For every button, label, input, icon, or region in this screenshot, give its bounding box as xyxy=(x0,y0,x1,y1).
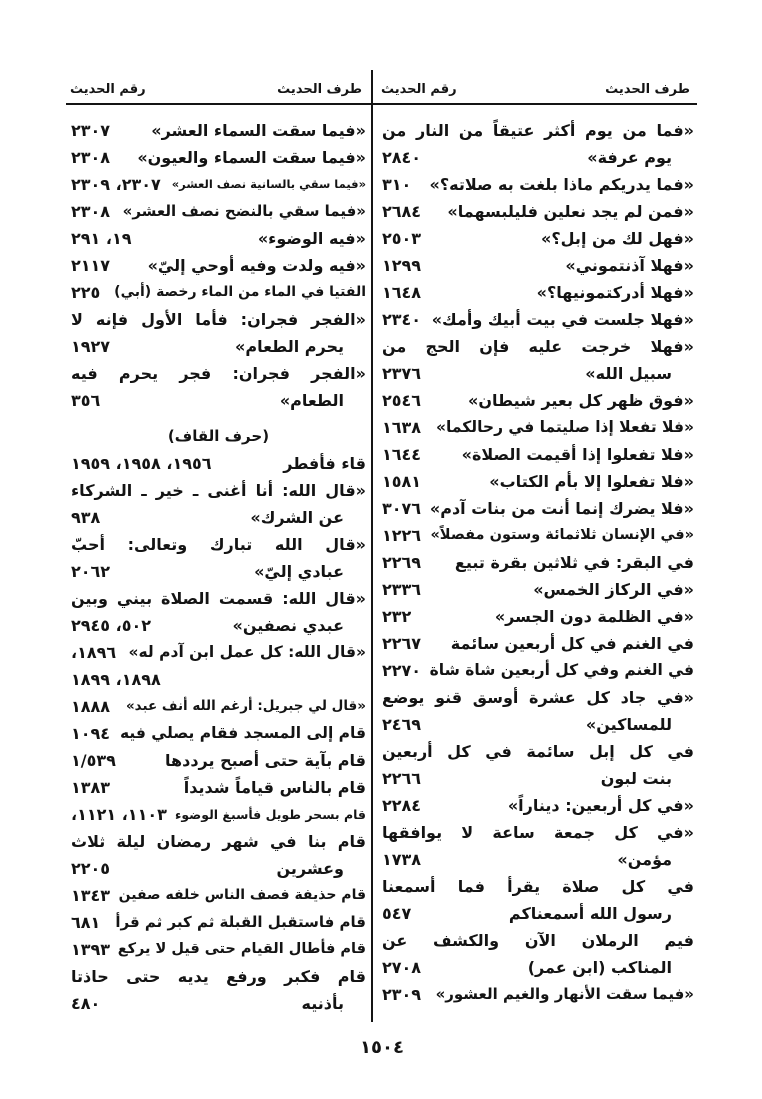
hadith-incipit: بنت لبون xyxy=(600,769,672,788)
hadith-incipit: «فيما سقي بالنضح نصف العشر» xyxy=(122,202,366,220)
hadith-number: ٦٨١ xyxy=(71,913,101,932)
hadith-number: ٢٠٦٢ xyxy=(71,562,111,581)
hadith-number: ١٦٣٨ xyxy=(382,418,422,437)
hadith-incipit: في الغنم في كل أربعين سائمة xyxy=(450,634,694,653)
hadith-incipit: «فهلا خرجت عليه فإن الحج من xyxy=(382,337,694,356)
hadith-number: ٢٢٠٥ xyxy=(71,859,111,878)
hadith-incipit: «الفجر فجران: فجر يحرم فيه xyxy=(71,364,366,383)
hadith-number: ١٣٨٣ xyxy=(71,778,111,797)
hadith-number: ١٦٤٨ xyxy=(382,283,422,302)
hadith-incipit: «قال الله تبارك وتعالى: أحبّ xyxy=(71,535,366,554)
left-column-header-incipit: طرف الحديث xyxy=(277,82,362,97)
index-row xyxy=(382,927,694,954)
index-row xyxy=(382,279,694,306)
index-row xyxy=(382,657,694,684)
index-row xyxy=(71,585,366,612)
hadith-incipit: «في الركاز الخمس» xyxy=(533,580,694,599)
index-row xyxy=(382,360,694,387)
index-row xyxy=(71,360,366,387)
hadith-number: ٢٣٠٨ xyxy=(71,202,111,221)
hadith-incipit: يحرم الطعام» xyxy=(235,337,344,356)
hadith-number: ١٩٥٦، ١٩٥٨، ١٩٥٩ xyxy=(71,454,212,473)
index-row xyxy=(382,684,694,711)
hadith-number: ٢٣٧٦ xyxy=(382,364,422,383)
hadith-number: ٢٣٤٠ xyxy=(382,310,422,329)
index-row xyxy=(71,504,366,531)
hadith-number: ٢٢٦٩ xyxy=(382,553,422,572)
index-row xyxy=(71,198,366,225)
index-row xyxy=(382,171,694,198)
hadith-incipit: فيم الرملان الآن والكشف عن xyxy=(382,931,694,950)
index-row xyxy=(382,819,694,846)
hadith-incipit: قاء فأفطر xyxy=(283,454,366,473)
index-row xyxy=(71,639,366,666)
hadith-incipit: يوم عرفة» xyxy=(587,148,672,167)
index-row xyxy=(382,846,694,873)
hadith-number: ٢٨٤٠ xyxy=(382,148,422,167)
hadith-incipit: «قال الله: كل عمل ابن آدم له» xyxy=(128,643,366,661)
hadith-incipit: «فوق ظهر كل بعير شيطان» xyxy=(468,391,694,410)
column-divider xyxy=(371,70,373,1022)
hadith-number: ٢٣٢ xyxy=(382,607,412,626)
hadith-incipit: «في جاد كل عشرة أوسق قنو يوضع xyxy=(382,688,694,707)
hadith-incipit: قام حذيفة فصف الناس خلفه صفين xyxy=(118,887,366,903)
hadith-number: ١٩، ٢٩١ xyxy=(71,229,132,248)
index-row xyxy=(382,711,694,738)
page-number: ١٥٠٤ xyxy=(360,1037,404,1058)
hadith-number: ٣١٠ xyxy=(382,175,412,194)
hadith-number: ١٢٩٩ xyxy=(382,256,422,275)
index-row xyxy=(382,603,694,630)
hadith-incipit: في كل إبل سائمة في كل أربعين xyxy=(382,742,694,761)
index-row xyxy=(382,630,694,657)
index-row xyxy=(71,720,366,747)
index-row xyxy=(71,612,366,639)
index-row xyxy=(382,576,694,603)
index-row xyxy=(382,900,694,927)
index-row xyxy=(382,981,694,1008)
hadith-incipit: قام إلى المسجد فقام يصلي فيه xyxy=(119,724,366,742)
hadith-incipit: في كل صلاة يقرأ فما أسمعنا xyxy=(382,877,694,896)
hadith-number: ٢٥٠٣ xyxy=(382,229,422,248)
index-row xyxy=(382,198,694,225)
index-row xyxy=(71,855,366,882)
hadith-number: ٢٣٠٩ xyxy=(382,985,422,1004)
index-row xyxy=(382,441,694,468)
right-index-column xyxy=(382,117,694,1008)
left-column-header-number: رقم الحديث xyxy=(70,82,146,97)
index-row xyxy=(382,954,694,981)
hadith-number: ١٨٩٦، xyxy=(71,643,117,662)
hadith-incipit: «فلا تفعلا إذا صليتما في رحالكما» xyxy=(436,418,694,436)
hadith-incipit: الفتيا في الماء من الماء رخصة (أبي) xyxy=(114,284,366,300)
hadith-incipit: «فما يدريكم ماذا بلغت به صلاته؟» xyxy=(429,175,694,194)
index-row xyxy=(71,333,366,360)
hadith-incipit: في البقر: في ثلاثين بقرة تبيع xyxy=(454,553,694,572)
hadith-number: ٥٤٧ xyxy=(382,904,412,923)
hadith-incipit: «في كل أربعين: ديناراً» xyxy=(507,796,694,815)
hadith-incipit: «فمن لم يجد نعلين فليلبسهما» xyxy=(447,202,694,221)
hadith-incipit: «فهل لك من إبل؟» xyxy=(541,229,694,248)
hadith-number: ١٨٨٨ xyxy=(71,697,111,716)
hadith-incipit: قام بسحر طويل فأسبغ الوضوء xyxy=(174,807,366,822)
hadith-incipit: «فلا تفعلوا إلا بأم الكتاب» xyxy=(489,472,694,491)
index-row xyxy=(382,144,694,171)
index-row xyxy=(382,792,694,819)
index-row xyxy=(382,333,694,360)
hadith-incipit: قام فاستقبل القبلة ثم كبر ثم قرأ xyxy=(115,913,366,931)
hadith-incipit: للمساكين» xyxy=(585,715,672,734)
hadith-number: ٢٧٠٨ xyxy=(382,958,422,977)
header-rule xyxy=(66,103,697,105)
hadith-incipit: رسول الله أسمعناكم xyxy=(508,904,672,923)
hadith-incipit: «الفجر فجران: فأما الأول فإنه لا xyxy=(71,310,366,329)
hadith-number: ٢٥٤٦ xyxy=(382,391,422,410)
index-row xyxy=(71,306,366,333)
hadith-number: ٢٣٠٨ xyxy=(71,148,111,167)
hadith-incipit: بأذنيه xyxy=(301,994,344,1013)
hadith-incipit: «فهلا أدركتمونيها؟» xyxy=(536,283,694,302)
hadith-incipit: «قال لي جبريل: أرغم الله أنف عبد» xyxy=(125,698,366,714)
index-row xyxy=(382,873,694,900)
hadith-number: ٢٢٧٠ xyxy=(382,661,422,680)
hadith-number: ١٣٩٣ xyxy=(71,940,111,959)
hadith-number: ٩٣٨ xyxy=(71,508,101,527)
hadith-number: ١٧٣٨ xyxy=(382,850,422,869)
left-index-column xyxy=(71,117,366,1017)
hadith-number: ٢٢٨٤ xyxy=(382,796,422,815)
hadith-incipit: مؤمن» xyxy=(617,850,672,869)
hadith-incipit: سبيل الله» xyxy=(585,364,672,383)
index-row xyxy=(71,387,366,414)
index-row xyxy=(71,801,366,828)
index-row xyxy=(382,414,694,441)
hadith-incipit: قام بنا في شهر رمضان ليلة ثلاث xyxy=(71,832,366,851)
hadith-incipit: «في كل جمعة ساعة لا يوافقها xyxy=(382,823,694,842)
hadith-incipit: «فيه ولدت وفيه أوحي إليّ» xyxy=(147,256,366,275)
index-row xyxy=(71,225,366,252)
index-row xyxy=(382,765,694,792)
hadith-incipit: «في الظلمة دون الجسر» xyxy=(494,607,694,626)
index-row xyxy=(382,387,694,414)
index-row xyxy=(382,468,694,495)
hadith-number: ١٠٩٤ xyxy=(71,724,111,743)
hadith-incipit: «قال الله: قسمت الصلاة بيني وبين xyxy=(71,589,366,608)
hadith-number: ١٥٨١ xyxy=(382,472,422,491)
hadith-incipit: قام بالناس قياماً شديداً xyxy=(183,778,366,797)
hadith-incipit: قام فكبر ورفع يديه حتى حاذتا xyxy=(71,967,366,986)
hadith-number: ٢١١٧ xyxy=(71,256,111,275)
hadith-incipit: في الغنم وفي كل أربعين شاة شاة xyxy=(429,661,694,679)
hadith-number: ٢٣٠٧ xyxy=(71,121,111,140)
hadith-incipit: «قال الله: أنا أغنى ـ خير ـ الشركاء xyxy=(71,481,366,500)
index-row xyxy=(71,531,366,558)
hadith-number: ١٨٩٨، ١٨٩٩ xyxy=(71,670,161,689)
hadith-number: ٣٠٧٦ xyxy=(382,499,422,518)
index-row xyxy=(71,774,366,801)
hadith-number: ٣٥٦ xyxy=(71,391,101,410)
hadith-number: ١٦٤٤ xyxy=(382,445,422,464)
hadith-incipit: «فهلا آذنتموني» xyxy=(565,256,694,275)
index-row xyxy=(71,828,366,855)
index-row xyxy=(71,936,366,963)
index-row xyxy=(382,117,694,144)
index-row xyxy=(382,549,694,576)
hadith-number: ١/٥٣٩ xyxy=(71,751,116,770)
hadith-incipit: «فيه الوضوء» xyxy=(257,229,366,248)
hadith-number: ١٩٢٧ xyxy=(71,337,111,356)
hadith-incipit: عبادي إليّ» xyxy=(254,562,344,581)
index-row xyxy=(382,738,694,765)
index-row xyxy=(71,558,366,585)
hadith-incipit: المناكب (ابن عمر) xyxy=(527,958,672,977)
hadith-incipit: عن الشرك» xyxy=(250,508,344,527)
hadith-incipit: قام فأطال القيام حتى قيل لا يركع xyxy=(118,941,366,957)
hadith-number: ٢٣٠٧، ٢٣٠٩ xyxy=(71,175,161,194)
hadith-incipit: «في الإنسان ثلاثمائة وستون مفصلاً» xyxy=(430,527,694,543)
index-row xyxy=(71,450,366,477)
hadith-incipit: «فلا تفعلوا إذا أقيمت الصلاة» xyxy=(461,445,694,464)
hadith-number: ١١٠٣، ١١٢١، xyxy=(71,805,167,824)
hadith-number: ٤٨٠ xyxy=(71,994,101,1013)
hadith-number: ١٢٢٦ xyxy=(382,526,422,545)
index-row xyxy=(71,666,366,693)
index-row xyxy=(382,522,694,549)
hadith-incipit: «فيما سقت الأنهار والغيم العشور» xyxy=(435,985,694,1003)
index-row xyxy=(71,117,366,144)
hadith-incipit: «فهلا جلست في بيت أبيك وأمك» xyxy=(431,310,694,329)
section-heading: (حرف القاف) xyxy=(167,427,270,445)
hadith-number: ٢٦٨٤ xyxy=(382,202,422,221)
index-row xyxy=(71,171,366,198)
index-row xyxy=(71,747,366,774)
index-row xyxy=(71,477,366,504)
index-row xyxy=(71,990,366,1017)
hadith-number: ٢٢٦٦ xyxy=(382,769,422,788)
right-column-header-number: رقم الحديث xyxy=(381,82,457,97)
hadith-number: ٢٤٦٩ xyxy=(382,715,422,734)
index-row xyxy=(71,963,366,990)
hadith-number: ١٣٤٣ xyxy=(71,886,111,905)
hadith-incipit: الطعام» xyxy=(279,391,344,410)
hadith-incipit: قام بآية حتى أصبح يرددها xyxy=(165,751,366,770)
index-row xyxy=(382,306,694,333)
index-row xyxy=(71,909,366,936)
hadith-number: ٢٢٥ xyxy=(71,283,101,302)
hadith-incipit: «فلا يضرك إنما أنت من بنات آدم» xyxy=(429,499,694,518)
hadith-number: ٥٠٢، ٢٩٤٥ xyxy=(71,616,152,635)
index-row xyxy=(71,144,366,171)
hadith-incipit: وعشرين xyxy=(276,859,344,878)
right-column-header-incipit: طرف الحديث xyxy=(605,82,690,97)
hadith-incipit: «فيما سقت السماء العشر» xyxy=(151,121,366,140)
index-row xyxy=(382,225,694,252)
index-row xyxy=(71,279,366,306)
index-row xyxy=(382,495,694,522)
index-row xyxy=(382,252,694,279)
hadith-incipit: «فيما سقي بالسانية نصف العشر» xyxy=(171,177,366,191)
index-row xyxy=(71,252,366,279)
hadith-number: ٢٣٣٦ xyxy=(382,580,422,599)
hadith-number: ٢٢٦٧ xyxy=(382,634,422,653)
index-row xyxy=(71,693,366,720)
hadith-incipit: عبدي نصفين» xyxy=(232,616,344,635)
hadith-incipit: «فما من يوم أكثر عتيقاً من النار من xyxy=(382,121,694,140)
index-row xyxy=(71,882,366,909)
hadith-incipit: «فيما سقت السماء والعيون» xyxy=(137,148,366,167)
